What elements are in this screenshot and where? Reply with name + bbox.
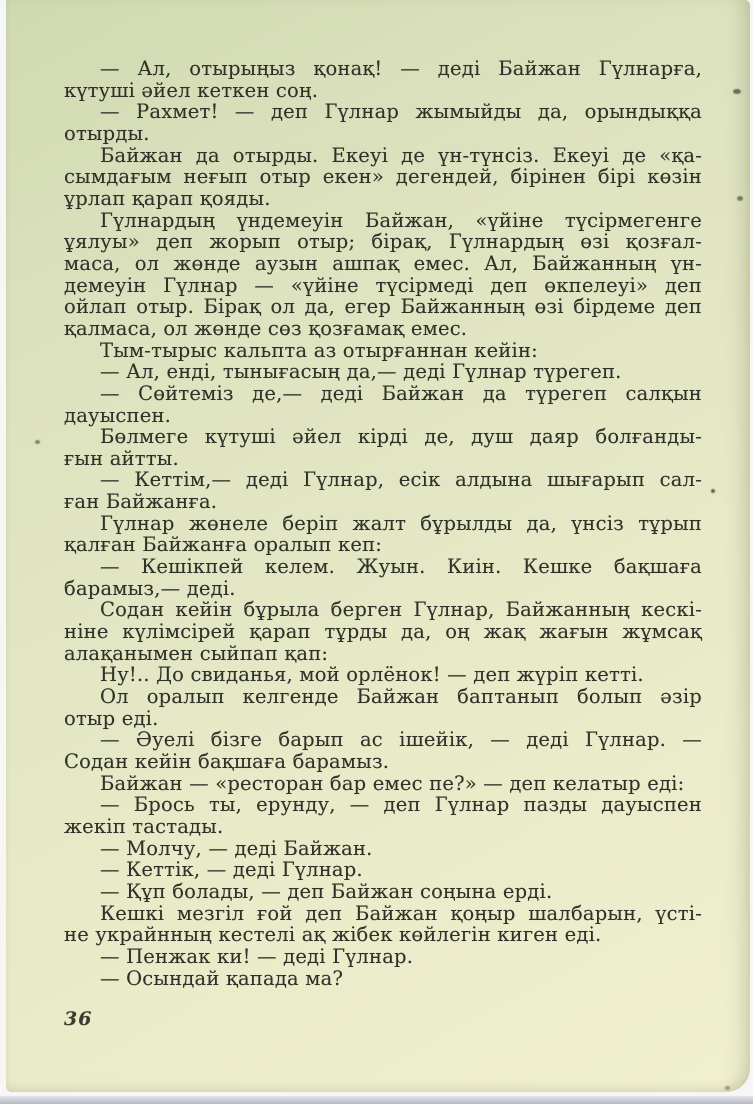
text-line: Гүлнар жөнеле беріп жалт бұрылды да, үнсіз тұрып: [100, 511, 702, 535]
text-line: отыр еді.: [64, 706, 159, 730]
scanner-bed-edge: [0, 1096, 753, 1104]
text-line: Тым-тырыс кальпта аз отырғаннан кейін:: [100, 338, 538, 362]
paper-speck: [737, 196, 743, 201]
text-line: ұялуы» деп жорып отыр; бірақ, Гүлнардың өзі қозғал-: [64, 230, 702, 254]
text-line: — Әуелі бізге барып ас ішейік, — деді Гүлнар. —: [100, 728, 702, 752]
text-block: [64, 58, 702, 989]
text-line: — Пенжак ки! — деді Гүлнар.: [100, 944, 414, 968]
text-line: ойлап отыр. Бірақ ол да, егер Байжанның өзі бірдеме деп: [64, 295, 702, 319]
book-page: [6, 0, 750, 1092]
text-line: барамыз,— деді.: [64, 576, 236, 600]
text-line: — Молчу, — деді Байжан.: [100, 836, 373, 860]
text-line: алақанымен сыйпап қап:: [64, 641, 329, 665]
text-line: жекіп тастады.: [64, 814, 224, 838]
text-line: қалған Байжанға оралып кеп:: [64, 533, 383, 557]
text-line: не украйнның кестелі ақ жібек көйлегін киген еді.: [64, 923, 602, 947]
text-line: отырды.: [64, 121, 150, 145]
text-line: Байжан — «ресторан бар емес пе?» — деп келатыр еді:: [100, 771, 685, 795]
text-line: демеуін Гүлнар — «үйіне түсірмеді деп өкпелеуі» деп: [64, 273, 702, 297]
text-line: — Ал, енді, тынығасың да,— деді Гүлнар түрегеп.: [100, 360, 622, 384]
text-line: Ол оралып келгенде Байжан баптанып болып әзір: [100, 685, 702, 709]
text-line: дауыспен.: [64, 403, 172, 427]
text-line: Кешкі мезгіл ғой деп Байжан қоңыр шалбарын, үсті-: [100, 901, 702, 925]
text-line: қалмаса, ол жөнде сөз қозғамақ емес.: [64, 316, 468, 340]
text-line: Ну!.. До свиданья, мой орлёнок! — деп жүріп кетті.: [100, 663, 644, 687]
text-line: ғын айтты.: [64, 446, 179, 470]
text-line: — Құп болады, — деп Байжан соңына ерді.: [100, 879, 553, 903]
text-line: — Осындай қапада ма?: [100, 966, 344, 990]
text-line: ұрлап қарап қояды.: [64, 186, 271, 210]
paper-speck: [711, 489, 715, 493]
text-line: — Брось ты, ерунду, — деп Гүлнар пазды дауыспен: [100, 793, 702, 817]
text-line: ніне күлімсірей қарап тұрды да, оң жақ жағын жұмсақ: [64, 620, 702, 644]
text-line: — Рахмет! — деп Гүлнар жымыйды да, орындыққа: [100, 100, 702, 124]
paper-speck: [725, 1086, 730, 1090]
text-line: сымдағым неғып отыр екен» дегендей, бірінен бірі көзін: [64, 165, 702, 189]
text-line: — Кешікпей келем. Жуын. Киін. Кешке бақшаға: [100, 555, 702, 579]
text-line: Содан кейін бұрыла берген Гүлнар, Байжанның кескі-: [100, 598, 702, 622]
text-line: ған Байжанға.: [64, 490, 218, 514]
text-line: — Сөйтеміз де,— деді Байжан да түрегеп салқын: [100, 381, 702, 405]
text-line: — Ал, отырыңыз қонақ! — деді Байжан Гүлнарға,: [100, 57, 702, 80]
text-line: күтуші әйел кеткен соң.: [64, 78, 319, 102]
text-line: — Кеттім,— деді Гүлнар, есік алдына шығарып сал-: [100, 468, 702, 492]
text-line: — Кеттік, — деді Гүлнар.: [100, 858, 363, 882]
text-line: Содан кейін бақшаға барамыз.: [64, 750, 390, 773]
paper-speck: [35, 440, 40, 444]
text-line: Байжан да отырды. Екеуі де үн-түнсіз. Екеуі де «қа-: [100, 143, 702, 167]
text-line: маса, ол жөнде аузын ашпақ емес. Ал, Байжанның үн-: [64, 251, 702, 275]
page-number: 36: [64, 1008, 93, 1030]
text-line: Бөлмеге күтуші әйел кірді де, душ даяр болғанды-: [100, 425, 702, 449]
paper-speck: [733, 89, 741, 94]
text-line: Гүлнардың үндемеуін Байжан, «үйіне түсірмегенге: [100, 208, 702, 232]
